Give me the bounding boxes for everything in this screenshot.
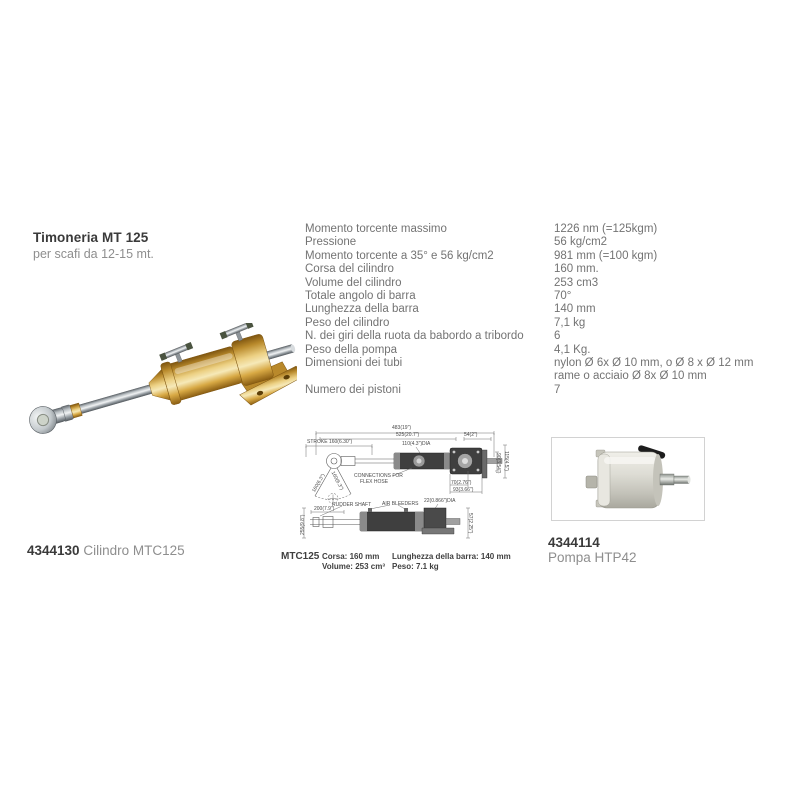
product-subtitle: per scafi da 12-15 mt.: [33, 247, 154, 261]
pump-caption-name: [548, 550, 637, 565]
spec-value: rame o acciaio Ø 8x Ø 10 mm: [554, 370, 707, 383]
dim-22-dia: 22(0.866")DIA: [424, 498, 456, 504]
spec-value: 56 kg/cm2: [554, 236, 608, 249]
dim-stroke: STROKE 160(6.30"): [307, 438, 353, 445]
pump-caption-code: [548, 535, 600, 550]
diagram-spec-corsa: Corsa: 160 mm: [322, 552, 380, 561]
product-title: Timoneria MT 125: [33, 230, 149, 245]
cylinder-photo: [27, 323, 297, 448]
technical-diagram: [298, 425, 513, 549]
spec-row: [305, 223, 785, 236]
cylinder-caption: [27, 543, 185, 558]
dim-54: 54(2"): [464, 432, 478, 438]
dim-90: 90(3.54"): [495, 453, 501, 474]
spec-row: [305, 344, 785, 357]
dim-57: 57(2.25"): [467, 513, 473, 534]
pump-photo: [551, 437, 705, 521]
spec-value: 70°: [554, 289, 572, 302]
dim-110-dia: 110(4.3")DIA: [402, 440, 431, 447]
pump-illustration: [552, 438, 702, 518]
spec-value: 7,1 kg: [554, 316, 586, 329]
spec-value: nylon Ø 6x Ø 10 mm, o Ø 8 x Ø 12 mm: [554, 356, 754, 369]
pump-name: Pompa HTP42: [548, 550, 637, 565]
spec-value: 140 mm: [554, 303, 596, 316]
spec-row: [305, 370, 785, 383]
dim-70: 70(2.76"): [451, 479, 472, 486]
spec-value: 981 mm (=100 kgm): [554, 249, 658, 262]
spec-value: 160 mm.: [554, 263, 599, 276]
spec-label: Momento torcente massimo: [305, 223, 447, 235]
dim-255: 255(9.8"): [300, 514, 306, 535]
spec-label: Lunghezza della barra: [305, 303, 419, 316]
note-rudder-shaft: RUDDER SHAFT: [332, 502, 372, 508]
diagram-model: MTC125: [281, 551, 320, 562]
dim-483: 483(19"): [392, 425, 412, 431]
spec-row: [305, 290, 785, 303]
note-connections: CONNECTIONS FOR: [354, 473, 403, 479]
cylinder-code: 4344130: [27, 543, 80, 558]
spec-label: Numero dei pistoni: [305, 383, 401, 396]
spec-row: [305, 263, 785, 276]
dim-115: 115(4.5"): [503, 451, 509, 472]
spec-row: [305, 277, 785, 290]
spec-value: 7: [554, 383, 561, 396]
spec-row: [305, 317, 785, 330]
product-intro: [33, 230, 154, 261]
spec-value: 1226 nm (=125kgm): [554, 223, 658, 235]
spec-row: [305, 236, 785, 249]
spec-value: 253 cm3: [554, 276, 599, 289]
note-flex-hose: FLEX HOSE: [360, 478, 389, 485]
note-air-bleeders: AIR BLEEDERS: [382, 500, 419, 507]
spec-label: [305, 370, 554, 383]
spec-row: [305, 250, 785, 263]
cylinder-name: Cilindro MTC125: [83, 543, 185, 558]
spec-label: Dimensioni dei tubi: [305, 356, 403, 369]
dim-200: 200(7.9"): [314, 505, 335, 512]
spec-label: Pressione: [305, 236, 357, 249]
diagram-spec-peso: Peso: 7.1 kg: [392, 562, 439, 571]
spec-label: Corsa del cilindro: [305, 263, 394, 276]
dim-arm-left: 160(6.3"): [311, 472, 327, 494]
cylinder-illustration: [27, 323, 297, 448]
diagram-spec-volume: Volume: 253 cm³: [322, 562, 385, 571]
spec-label: Totale angolo di barra: [305, 289, 416, 302]
spec-label: Momento torcente a 35° e 56 kg/cm2: [305, 249, 494, 262]
spec-table: [305, 223, 785, 397]
dim-arm-right: 160(6.3"): [329, 470, 345, 492]
spec-value: 6: [554, 330, 561, 343]
spec-row: [305, 357, 785, 370]
dim-525: 525(20.7"): [396, 432, 420, 438]
spec-value: 4,1 Kg.: [554, 343, 591, 356]
spec-row: [305, 303, 785, 316]
diagram-spec-barra: Lunghezza della barra: 140 mm: [392, 552, 511, 561]
spec-label: Peso della pompa: [305, 343, 398, 356]
spec-row: [305, 384, 785, 397]
spec-row: [305, 330, 785, 343]
spec-label: Volume del cilindro: [305, 276, 402, 289]
dim-93: 93(3.66"): [453, 486, 474, 493]
spec-label: Peso del cilindro: [305, 316, 390, 329]
pump-code: 4344114: [548, 535, 600, 550]
spec-label: N. dei giri della ruota da babordo a tribordo: [305, 330, 524, 343]
